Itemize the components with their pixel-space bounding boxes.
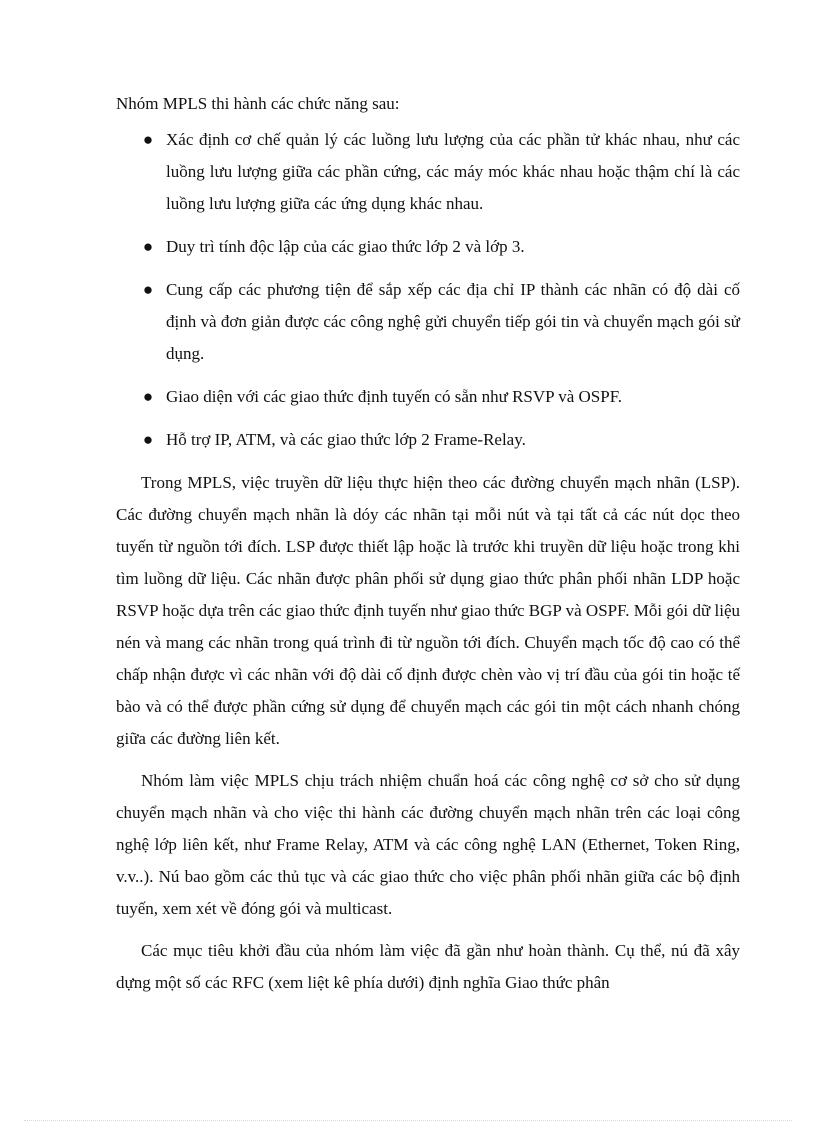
list-item [116,424,740,456]
list-item-text: Duy trì tính độc lập của các giao thức lớp 2 và lớp 3. [166,237,525,256]
bullet-icon: ● [142,430,154,449]
page-bottom-divider [24,1120,792,1121]
paragraph-goals: Các mục tiêu khởi đầu của nhóm làm việc đã gần như hoàn thành. Cụ thể, nú đã xây dựng một số các RFC (xem liệt kê phía dưới) định nghĩa Giao thức phân [116,941,740,992]
function-list [116,124,740,456]
document-page [116,88,740,999]
list-item [116,231,740,263]
list-item-text: Giao diện với các giao thức định tuyến có sẵn như RSVP và OSPF. [166,387,623,406]
list-item [116,124,740,220]
paragraph-lsp: Trong MPLS, việc truyền dữ liệu thực hiện theo các đường chuyển mạch nhãn (LSP). Các đường chuyển mạch nhãn là dóy các nhãn tại mỗi nút và tại tất cả các nút dọc theo tuyến từ nguồn tới đích. LSP được thiết lập hoặc là trước khi truyền dữ liệu hoặc trong khi tìm luồng dữ liệu. Các nhãn được phân phối sử dụng giao thức phân phối nhãn LDP hoặc RSVP hoặc dựa trên các giao thức định tuyến như giao thức BGP và OSPF. Mỗi gói dữ liệu nén và mang các nhãn trong quá trình đi từ nguồn tới đích. Chuyển mạch tốc độ cao có thể chấp nhận được vì các nhãn với độ dài cố định được chèn vào vị trí đầu của gói tin hoặc tế bào và có thể được phần cứng sử dụng để chuyển mạch các gói tin một cách nhanh chóng giữa các đường liên kết. [116,473,740,748]
paragraph-working-group: Nhóm làm việc MPLS chịu trách nhiệm chuẩn hoá các công nghệ cơ sở cho sử dụng chuyển mạch nhãn và cho việc thi hành các đường chuyển mạch nhãn trên các loại công nghệ lớp liên kết, như Frame Relay, ATM và các công nghệ LAN (Ethernet, Token Ring, v.v..). Nú bao gồm các thủ tục và các giao thức cho việc phân phối nhãn giữa các bộ định tuyến, xem xét về đóng gói và multicast. [116,771,740,918]
intro-line: Nhóm MPLS thi hành các chức năng sau: [116,94,400,113]
list-item [116,381,740,413]
list-item-text: Xác định cơ chế quản lý các luồng lưu lượng của các phần tử khác nhau, như các luồng lưu lượng giữa các phần cứng, các máy móc khác nhau hoặc thậm chí là các luồng lưu lượng giữa các ứng dụng khác nhau. [166,130,740,213]
list-item-text: Hỗ trợ IP, ATM, và các giao thức lớp 2 Frame-Relay. [166,430,526,449]
list-item-text: Cung cấp các phương tiện để sắp xếp các địa chỉ IP thành các nhãn có độ dài cố định và đơn giản được các công nghệ gửi chuyển tiếp gói tin và chuyển mạch gói sử dụng. [166,280,740,363]
list-item [116,274,740,370]
bullet-icon: ● [142,280,154,299]
bullet-icon: ● [142,387,154,406]
bullet-icon: ● [142,237,154,256]
bullet-icon: ● [142,130,154,149]
